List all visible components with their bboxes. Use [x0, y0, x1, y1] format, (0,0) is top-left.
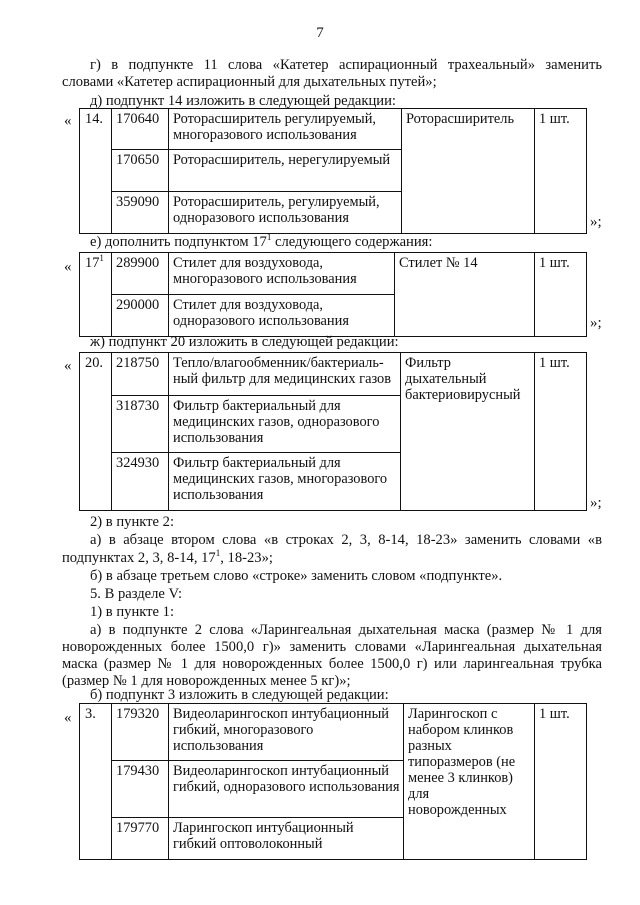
code-cell: 318730: [112, 396, 169, 453]
open-quote-20: «: [64, 358, 72, 374]
name-cell: Роторасширитель, нерегулируемый: [169, 150, 402, 192]
name-cell: Стилет для воздуховода, одноразового использования: [169, 295, 395, 337]
item-zh-text: ж) подпункт 20 изложить в следующей редакции:: [90, 334, 399, 350]
table-row: [80, 353, 587, 396]
item-number-cell: $17^1$: [80, 253, 112, 337]
close-quote-14: »;: [590, 214, 602, 230]
table-row: [80, 109, 587, 150]
open-quote-3: «: [64, 710, 72, 726]
table-item-20: [79, 352, 587, 511]
code-cell: 179320: [112, 704, 169, 761]
name-cell: Роторасширитель, регулируемый, одноразового использования: [169, 192, 402, 234]
close-quote-20: »;: [590, 495, 602, 511]
p5-text: 5. В разделе V:: [90, 586, 183, 602]
table-row: [80, 253, 587, 295]
name-cell: Видеоларингоскоп интубационный гибкий, одноразового использования: [169, 761, 404, 818]
code-cell: 179770: [112, 818, 169, 860]
name-cell: Фильтр бактериальный для медицинских газов, многоразового использования: [169, 453, 401, 511]
code-cell: 218750: [112, 353, 169, 396]
close-quote-17: »;: [590, 315, 602, 331]
group-cell: Роторасширитель: [402, 109, 535, 234]
table-row: [80, 704, 587, 761]
p2a-line1: а) в абзаце втором слова «в строках 2, 3, 8-14, 18-23» заменить словами «в: [90, 532, 602, 548]
open-quote-14: «: [64, 113, 72, 129]
name-cell: Видеоларингоскоп интубационный гибкий, многоразового использования: [169, 704, 404, 761]
p5-1b-text: б) подпункт 3 изложить в следующей редакции:: [90, 687, 389, 703]
code-cell: 359090: [112, 192, 169, 234]
name-cell: Фильтр бактериальный для медицинских газов, одноразового использования: [169, 396, 401, 453]
item-e-text: е) дополнить подпунктом $17^1$ следующего содержания:: [90, 232, 433, 250]
code-cell: 170640: [112, 109, 169, 150]
code-cell: 289900: [112, 253, 169, 295]
item-g-text: г) в подпункте 11 слова «Катетер аспирационный трахеальный» заменить словами «Катетер аспирационный для дыхательных путей»;: [62, 57, 602, 90]
code-cell: 170650: [112, 150, 169, 192]
name-cell: Стилет для воздуховода, многоразового использования: [169, 253, 395, 295]
p2a-line2: подпунктах 2, 3, 8-14, $17^1$, 18-23»;: [62, 548, 273, 566]
table-item-17-1: [79, 252, 587, 337]
name-cell: Роторасширитель регулируемый, многоразового использования: [169, 109, 402, 150]
item-number-cell: 14.: [80, 109, 112, 234]
open-quote-17: «: [64, 259, 72, 275]
group-cell: Фильтр дыхательный бактериовирусный: [401, 353, 535, 511]
page-number: 7: [316, 25, 324, 41]
code-cell: 290000: [112, 295, 169, 337]
group-cell: Ларингоскоп с набором клинков разных типоразмеров (не менее 3 клинков) для новорожденных: [404, 704, 535, 860]
p2-text: 2) в пункте 2:: [90, 514, 175, 530]
p5-1-text: 1) в пункте 1:: [90, 604, 175, 620]
name-cell: Ларингоскоп интубационный гибкий оптоволоконный: [169, 818, 404, 860]
name-cell: Тепло/влагообменник/бактериаль-ный фильтр для медицинских газов: [169, 353, 401, 396]
table-item-14: [79, 108, 587, 234]
table-item-3: [79, 703, 587, 860]
item-number-cell: 20.: [80, 353, 112, 511]
quantity-cell: 1 шт.: [535, 253, 587, 337]
code-cell: 324930: [112, 453, 169, 511]
item-number-cell: 3.: [80, 704, 112, 860]
quantity-cell: 1 шт.: [535, 109, 587, 234]
p2b-text: б) в абзаце третьем слово «строке» заменить словом «подпункте».: [90, 568, 503, 584]
group-cell: Стилет № 14: [395, 253, 535, 337]
quantity-cell: 1 шт.: [535, 704, 587, 860]
code-cell: 179430: [112, 761, 169, 818]
p5-1a-text: а) в подпункте 2 слова «Ларингеальная дыхательная маска (размер № 1 для новорожденных более 1500,0 г)» заменить словами «Ларингеальная дыхательная маска (размер № 1 для новорожденных более 1500,0 г) или ларингеальная трубка (размер № 1 для новорожденных менее 5 кг)»;: [62, 622, 602, 689]
quantity-cell: 1 шт.: [535, 353, 587, 511]
item-d-text: д) подпункт 14 изложить в следующей редакции:: [90, 93, 396, 109]
